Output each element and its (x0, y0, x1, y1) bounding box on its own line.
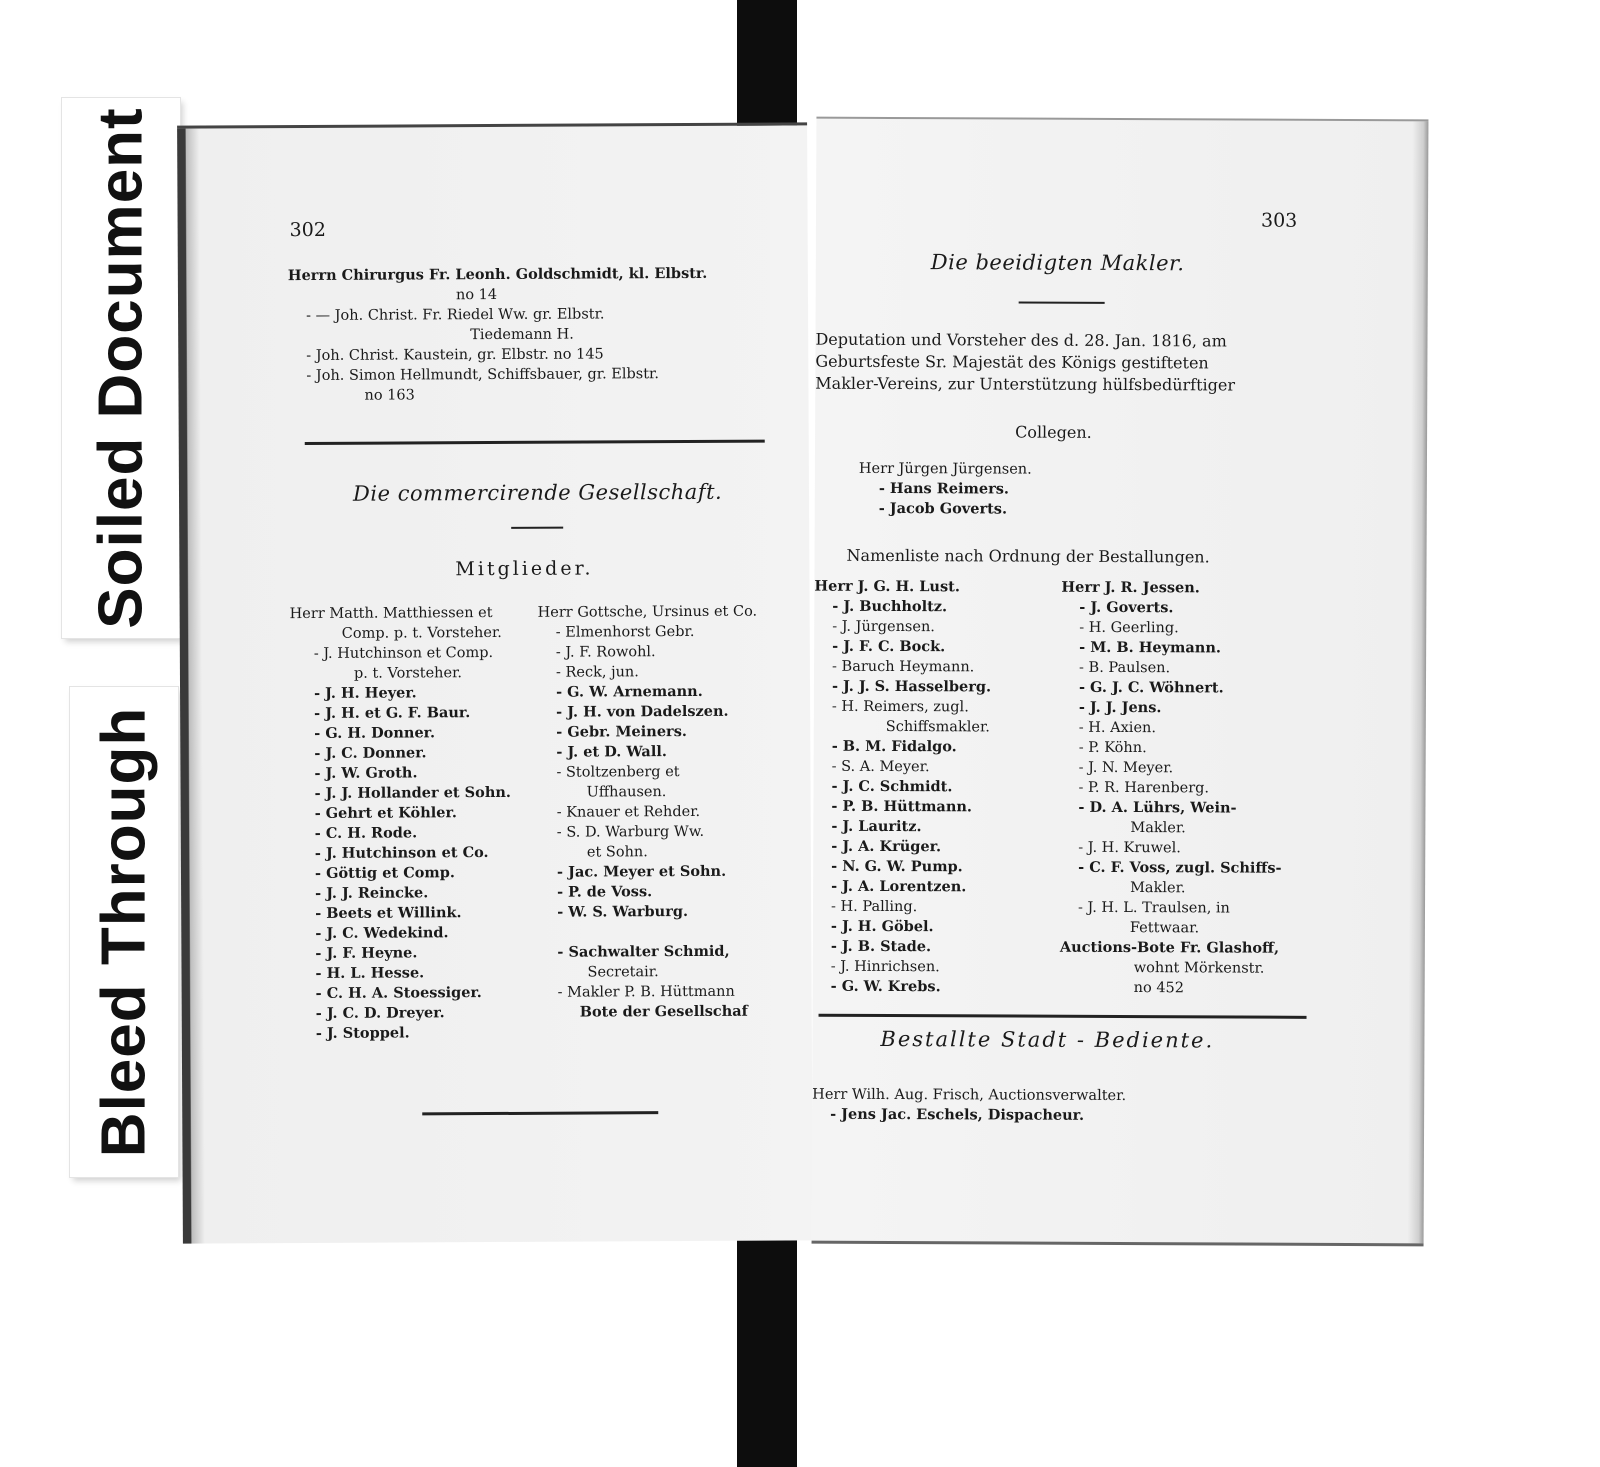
bediente-entry: Herr Wilh. Aug. Frisch, Auctionsverwalter. (812, 1086, 1127, 1105)
deputation-line: Makler-Vereins, zur Unterstützung hülfsbedürftiger (815, 373, 1236, 395)
makler-entry: - Baruch Heymann. (832, 658, 975, 676)
member-entry: - J. J. Reincke. (315, 884, 429, 902)
top-entries (288, 264, 779, 407)
member-entry: Secretair. (587, 964, 659, 981)
member-entry: - Sachwalter Schmid, (557, 942, 730, 961)
page-number-left: 302 (289, 218, 326, 242)
makler-entry: - H. Reimers, zugl. (831, 698, 969, 716)
makler-entry: - S. A. Meyer. (831, 758, 930, 776)
makler-entry: - N. G. W. Pump. (831, 857, 963, 876)
member-entry: Uffhausen. (586, 784, 667, 801)
entry-line: - Joh. Simon Hellmundt, Schiffsbauer, gr. Elbstr. (306, 366, 660, 384)
member-entry: - P. de Voss. (557, 883, 653, 901)
makler-entry: - B. M. Fidalgo. (831, 737, 957, 756)
stadt-bediente-title: Bestallte Stadt - Bediente. (880, 1026, 1215, 1053)
officers-list (859, 459, 1159, 520)
makler-entry: - J. Hinrichsen. (830, 958, 940, 976)
makler-entry: - P. B. Hüttmann. (831, 797, 973, 816)
bediente-entry: - Jens Jac. Eschels, Dispacheur. (830, 1105, 1085, 1124)
makler-entry: Makler. (1130, 880, 1186, 897)
makler-entry: - J. Lauritz. (831, 817, 922, 836)
member-entry: - Beets et Willink. (315, 904, 462, 922)
deputation-line: Deputation und Vorsteher des d. 28. Jan. 1816, am (815, 329, 1227, 351)
member-entry: Herr Gottsche, Ursinus et Co. (537, 603, 758, 621)
namenliste-heading: Namenliste nach Ordnung der Bestallungen. (846, 545, 1210, 567)
collegen-label: Collegen. (1015, 422, 1092, 442)
short-divider (511, 527, 563, 529)
short-divider (1019, 302, 1105, 304)
makler-entry: - H. Palling. (830, 898, 918, 916)
member-entry: - J. H. Heyer. (314, 684, 417, 702)
member-entry: - J. Hutchinson et Co. (314, 844, 489, 862)
right-page (812, 117, 1429, 1247)
page-number-right: 303 (1260, 209, 1298, 232)
member-entry: - J. et D. Wall. (556, 743, 667, 761)
entry-line: Tiedemann H. (470, 326, 574, 344)
member-entry: - H. L. Hesse. (315, 964, 425, 982)
deputation-block (815, 329, 1307, 397)
member-entry: - Göttig et Comp. (314, 864, 455, 882)
makler-entry: Fettwaar. (1129, 920, 1200, 937)
member-entry: - W. S. Warburg. (557, 902, 689, 921)
makler-entry: - J. C. Schmidt. (831, 777, 953, 796)
member-entry: - Jac. Meyer et Sohn. (556, 862, 727, 881)
section-divider (305, 440, 765, 445)
officer-entry: - Hans Reimers. (878, 479, 1010, 498)
member-entry: Herr Matth. Matthiessen et (289, 605, 493, 623)
bleed-through-text: Bleed Through (89, 706, 159, 1158)
makler-entry: - G. W. Krebs. (830, 977, 941, 996)
makler-entry: - J. H. L. Traulsen, in (1077, 899, 1230, 917)
makler-entry: - J. H. Kruwel. (1078, 839, 1181, 857)
makler-entry: - J. Goverts. (1079, 598, 1174, 617)
entry-line: no 14 (455, 286, 498, 304)
makler-entry: - J. Buchholtz. (832, 597, 948, 616)
member-entry: - C. H. A. Stoessiger. (315, 984, 482, 1002)
member-entry: - Stoltzenberg et (556, 764, 680, 781)
member-entry: Comp. p. t. Vorsteher. (341, 624, 502, 642)
member-entry: - G. W. Arnemann. (556, 682, 703, 701)
member-entry: - J. Stoppel. (315, 1024, 410, 1042)
members-column-left (290, 603, 542, 1044)
entry-line: Herrn Chirurgus Fr. Leonh. Goldschmidt, kl. Elbstr. (287, 264, 708, 285)
member-entry: - Reck, jun. (555, 664, 639, 681)
member-entry: - Knauer et Rehder. (556, 803, 701, 821)
makler-entry: - J. F. C. Bock. (832, 637, 946, 656)
member-entry: - J. F. Heyne. (315, 944, 418, 962)
soiled-document-text: Soiled Document (86, 107, 156, 629)
member-entry: - S. D. Warburg Ww. (556, 823, 705, 841)
member-entry: - C. H. Rode. (314, 824, 418, 842)
makler-entry: - H. Axien. (1078, 719, 1157, 737)
makler-entry: - J. A. Lorentzen. (831, 877, 967, 896)
soiled-document-label (62, 98, 180, 638)
makler-entry: no 452 (1133, 980, 1185, 997)
makler-column-right (1060, 578, 1312, 999)
makler-entry: - C. F. Voss, zugl. Schiffs- (1078, 858, 1282, 877)
makler-entry: - J. N. Meyer. (1078, 759, 1174, 777)
end-divider (422, 1111, 658, 1115)
bleed-through-label (70, 687, 178, 1177)
makler-entry: - D. A. Lührs, Wein- (1078, 798, 1237, 817)
makler-entry: - J. A. Krüger. (831, 837, 942, 856)
makler-entry: - J. H. Göbel. (830, 917, 934, 936)
makler-entry: - J. J. Jens. (1078, 698, 1162, 717)
makler-column-left (813, 577, 1065, 998)
member-entry: - Makler P. B. Hüttmann (557, 983, 735, 1001)
officer-entry: Herr Jürgen Jürgensen. (858, 460, 1032, 478)
binding-strap-top (737, 0, 797, 135)
makler-entry: - G. J. C. Wöhnert. (1078, 678, 1224, 697)
binding-strap-bottom (737, 1220, 797, 1467)
member-entry: et Sohn. (586, 844, 648, 861)
member-entry: p. t. Vorsteher. (353, 665, 463, 682)
member-entry: - J. C. D. Dreyer. (315, 1004, 445, 1022)
entry-line: - Joh. Christ. Kaustein, gr. Elbstr. no 145 (306, 346, 604, 364)
members-column-right (538, 601, 790, 1022)
makler-entry: - B. Paulsen. (1079, 659, 1171, 677)
left-page (177, 122, 813, 1243)
makler-entry: Schiffsmakler. (885, 718, 990, 736)
makler-title: Die beeidigten Makler. (930, 250, 1185, 276)
makler-entry: Herr J. R. Jessen. (1061, 578, 1200, 597)
member-entry: - Gehrt et Köhler. (314, 804, 457, 822)
member-entry: - J. C. Wedekind. (315, 924, 449, 942)
makler-entry: - J. Jürgensen. (832, 618, 935, 636)
member-entry: - J. H. von Dadelszen. (556, 702, 729, 721)
members-heading: Mitglieder. (455, 557, 594, 581)
member-entry: - J. C. Donner. (314, 744, 427, 762)
member-entry: - J. F. Rowohl. (555, 644, 656, 661)
entry-line: no 163 (364, 387, 415, 404)
member-spacer (539, 921, 789, 942)
makler-entry: wohnt Mörkenstr. (1133, 960, 1265, 977)
member-entry: - J. H. et G. F. Baur. (314, 704, 471, 722)
section-title: Die commercirende Gesellschaft. (352, 479, 723, 506)
officer-entry: - Jacob Goverts. (878, 499, 1008, 518)
makler-entry: - P. R. Harenberg. (1078, 779, 1210, 797)
makler-entry: - J. B. Stade. (830, 937, 932, 956)
member-entry: Bote der Gesellschaf (579, 1002, 748, 1021)
entry-line: - — Joh. Christ. Fr. Riedel Ww. gr. Elbstr. (306, 306, 605, 324)
member-entry: - J. J. Hollander et Sohn. (314, 783, 511, 802)
member-entry: - Gebr. Meiners. (556, 722, 687, 741)
makler-entry: - H. Geerling. (1079, 619, 1179, 637)
member-entry: - G. H. Donner. (314, 724, 436, 742)
section-divider (819, 1014, 1307, 1019)
makler-entry: - M. B. Heymann. (1079, 638, 1221, 657)
makler-entry: - J. J. S. Hasselberg. (831, 677, 992, 696)
member-entry: - Elmenhorst Gebr. (555, 623, 695, 641)
makler-entry: Herr J. G. H. Lust. (814, 577, 960, 596)
makler-entry: Auctions-Bote Fr. Glashoff, (1059, 938, 1280, 957)
makler-entry: Makler. (1130, 820, 1186, 837)
makler-entry: - P. Köhn. (1078, 739, 1147, 757)
member-entry: - J. Hutchinson et Comp. (313, 645, 494, 662)
stadt-bediente-list (812, 1085, 1252, 1127)
member-entry: - J. W. Groth. (314, 764, 418, 782)
deputation-line: Geburtsfeste Sr. Majestät des Königs gestifteten (815, 351, 1209, 373)
